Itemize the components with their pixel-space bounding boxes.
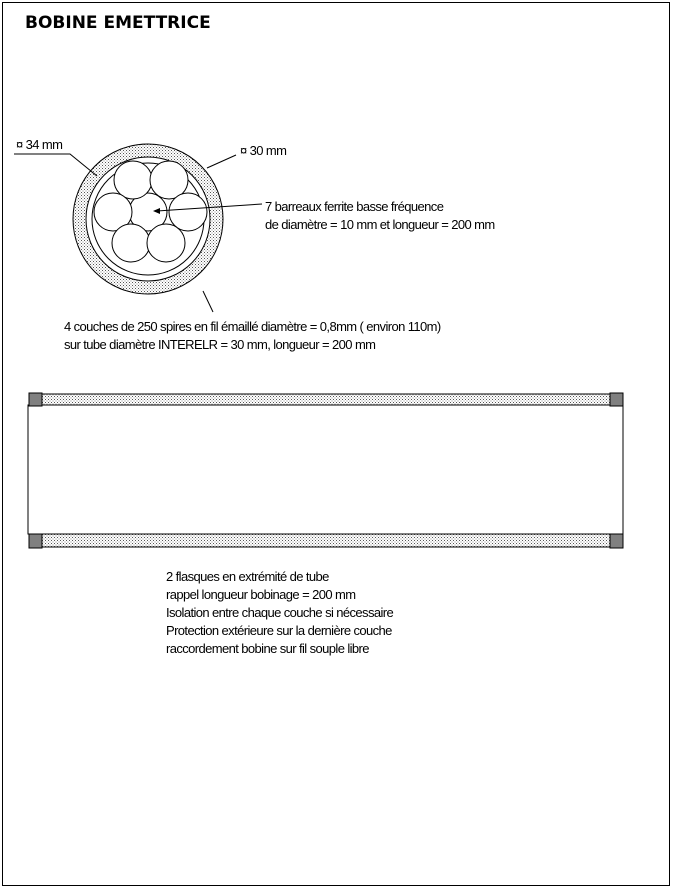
winding-leader [203,291,213,312]
note-line: Protection extérieure sur la dernière couche [166,623,392,638]
winding-label-line2: sur tube diamètre INTERELR = 30 mm, longueur = 200 mm [64,337,376,352]
flange-top-left [29,393,42,406]
ferrite-rod [169,193,207,231]
note-line: raccordement bobine sur fil souple libre [166,641,369,656]
outer-diameter-leader [14,154,97,176]
flange-bottom-left [29,534,42,548]
outer-diameter-label: ¤ 34 mm [16,137,63,152]
flange-top-right [610,393,623,406]
inner-diameter-leader [207,155,236,168]
ferrite-label-line2: de diamètre = 10 mm et longueur = 200 mm [265,217,495,232]
coil-cross-section [73,144,223,294]
winding-top [42,394,610,405]
ferrite-rod [114,161,152,199]
drawing-title: BOBINE EMETTRICE [25,13,211,33]
ferrite-rod [150,161,188,199]
note-line: 2 flasques en extrémité de tube [166,569,329,584]
tube-body [28,405,623,534]
winding-bottom [42,534,610,547]
note-line: rappel longueur bobinage = 200 mm [166,587,356,602]
note-line: Isolation entre chaque couche si nécessaire [166,605,394,620]
ferrite-rod [147,224,185,262]
ferrite-rod [112,224,150,262]
inner-diameter-label: ¤ 30 mm [240,143,287,158]
ferrite-label-line1: 7 barreaux ferrite basse fréquence [265,199,444,214]
tube-side-view [28,393,623,548]
winding-label-line1: 4 couches de 250 spires en fil émaillé diamètre = 0,8mm ( environ 110m) [64,319,441,334]
flange-bottom-right [610,534,623,548]
